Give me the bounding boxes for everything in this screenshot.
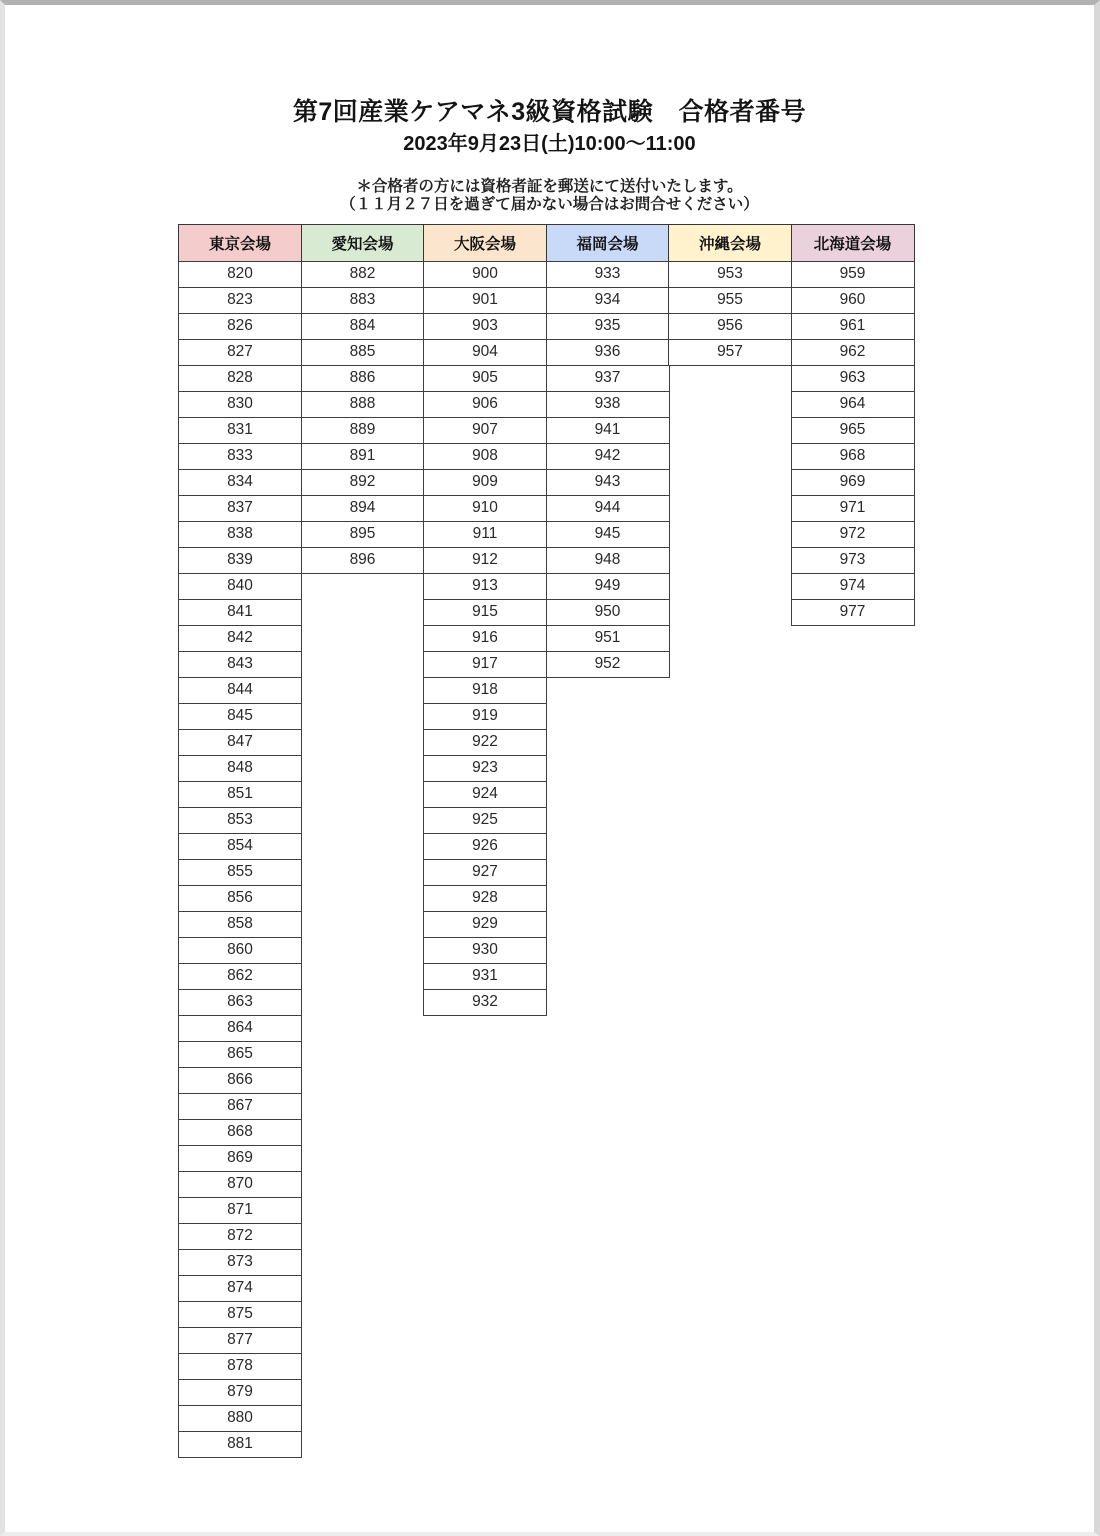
pass-number-cell: 974 xyxy=(791,573,915,601)
pass-number-cell: 971 xyxy=(791,495,915,523)
pass-number-cell: 963 xyxy=(791,365,915,393)
pass-number-cell: 977 xyxy=(791,599,915,627)
pass-number-cell: 962 xyxy=(791,339,915,367)
pass-number-cell: 968 xyxy=(791,443,915,471)
pass-number-cell: 937 xyxy=(546,365,670,393)
pass-number-cell: 895 xyxy=(301,521,425,549)
venue-column-okinawa xyxy=(668,224,792,366)
pass-number-cell: 833 xyxy=(178,443,302,471)
mailing-note xyxy=(5,178,1094,214)
pass-number-cell: 838 xyxy=(178,521,302,549)
pass-number-cell: 964 xyxy=(791,391,915,419)
pass-number-cell: 936 xyxy=(546,339,670,367)
pass-number-cell: 907 xyxy=(423,417,547,445)
pass-number-cell: 896 xyxy=(301,547,425,575)
pass-number-cell: 827 xyxy=(178,339,302,367)
pass-number-cell: 906 xyxy=(423,391,547,419)
pass-number-cell: 942 xyxy=(546,443,670,471)
pass-number-cell: 844 xyxy=(178,677,302,705)
pass-number-cell: 841 xyxy=(178,599,302,627)
venue-header-hokkaido: 北海道会場 xyxy=(791,224,915,262)
pass-number-cell: 931 xyxy=(423,963,547,991)
pass-number-cell: 889 xyxy=(301,417,425,445)
pass-number-cell: 949 xyxy=(546,573,670,601)
pass-number-cell: 933 xyxy=(546,261,670,289)
pass-number-cell: 913 xyxy=(423,573,547,601)
pass-number-cell: 848 xyxy=(178,755,302,783)
pass-number-cell: 877 xyxy=(178,1327,302,1355)
venue-column-fukuoka xyxy=(546,224,670,678)
pass-number-cell: 919 xyxy=(423,703,547,731)
pass-number-cell: 875 xyxy=(178,1301,302,1329)
pass-number-cell: 973 xyxy=(791,547,915,575)
pass-number-cell: 953 xyxy=(668,261,792,289)
pass-number-cell: 955 xyxy=(668,287,792,315)
pass-number-cell: 916 xyxy=(423,625,547,653)
pass-number-cell: 911 xyxy=(423,521,547,549)
venue-header-okinawa: 沖縄会場 xyxy=(668,224,792,262)
pass-number-cell: 930 xyxy=(423,937,547,965)
pass-number-cell: 873 xyxy=(178,1249,302,1277)
pass-number-cell: 839 xyxy=(178,547,302,575)
pass-number-cell: 823 xyxy=(178,287,302,315)
venue-column-aichi xyxy=(301,224,425,574)
pass-number-cell: 884 xyxy=(301,313,425,341)
pass-number-cell: 866 xyxy=(178,1067,302,1095)
pass-number-cell: 878 xyxy=(178,1353,302,1381)
pass-number-cell: 900 xyxy=(423,261,547,289)
pass-number-cell: 881 xyxy=(178,1431,302,1459)
pass-number-cell: 925 xyxy=(423,807,547,835)
pass-number-cell: 828 xyxy=(178,365,302,393)
pass-number-cell: 935 xyxy=(546,313,670,341)
pass-number-cell: 956 xyxy=(668,313,792,341)
pass-number-cell: 879 xyxy=(178,1379,302,1407)
venue-header-fukuoka: 福岡会場 xyxy=(546,224,670,262)
pass-number-cell: 826 xyxy=(178,313,302,341)
pass-number-cell: 845 xyxy=(178,703,302,731)
pass-number-cell: 882 xyxy=(301,261,425,289)
pass-number-cell: 862 xyxy=(178,963,302,991)
pass-number-cell: 891 xyxy=(301,443,425,471)
venue-header-aichi: 愛知会場 xyxy=(301,224,425,262)
exam-datetime: 2023年9月23日(土)10:00～11:00 xyxy=(403,133,696,155)
pass-number-cell: 870 xyxy=(178,1171,302,1199)
venue-column-hokkaido xyxy=(791,224,915,626)
pass-number-cell: 952 xyxy=(546,651,670,679)
pass-number-cell: 847 xyxy=(178,729,302,757)
pass-number-cell: 869 xyxy=(178,1145,302,1173)
pass-number-cell: 965 xyxy=(791,417,915,445)
pass-number-cell: 950 xyxy=(546,599,670,627)
pass-number-cell: 858 xyxy=(178,911,302,939)
pass-number-cell: 863 xyxy=(178,989,302,1017)
pass-number-cell: 885 xyxy=(301,339,425,367)
pass-number-cell: 959 xyxy=(791,261,915,289)
pass-number-cell: 960 xyxy=(791,287,915,315)
pass-number-cell: 843 xyxy=(178,651,302,679)
pass-number-cell: 941 xyxy=(546,417,670,445)
pass-number-cell: 840 xyxy=(178,573,302,601)
pass-number-cell: 928 xyxy=(423,885,547,913)
pass-number-cell: 867 xyxy=(178,1093,302,1121)
pass-number-cell: 961 xyxy=(791,313,915,341)
pass-number-cell: 944 xyxy=(546,495,670,523)
pass-number-table xyxy=(178,224,1094,1458)
pass-number-cell: 943 xyxy=(546,469,670,497)
pass-number-cell: 892 xyxy=(301,469,425,497)
pass-number-cell: 903 xyxy=(423,313,547,341)
venue-header-osaka: 大阪会場 xyxy=(423,224,547,262)
pass-number-cell: 888 xyxy=(301,391,425,419)
pass-number-cell: 948 xyxy=(546,547,670,575)
pass-number-cell: 854 xyxy=(178,833,302,861)
pass-number-cell: 905 xyxy=(423,365,547,393)
pass-number-cell: 856 xyxy=(178,885,302,913)
pass-number-cell: 901 xyxy=(423,287,547,315)
pass-number-cell: 934 xyxy=(546,287,670,315)
pass-number-cell: 874 xyxy=(178,1275,302,1303)
pass-number-cell: 868 xyxy=(178,1119,302,1147)
venue-header-tokyo: 東京会場 xyxy=(178,224,302,262)
pass-number-cell: 917 xyxy=(423,651,547,679)
pass-number-cell: 924 xyxy=(423,781,547,809)
pass-number-cell: 883 xyxy=(301,287,425,315)
pass-number-cell: 910 xyxy=(423,495,547,523)
pass-number-cell: 922 xyxy=(423,729,547,757)
pass-number-cell: 908 xyxy=(423,443,547,471)
pass-number-cell: 938 xyxy=(546,391,670,419)
mailing-note-line2: （１１月２７日を過ぎて届かない場合はお問合せください） xyxy=(340,196,759,213)
pass-number-cell: 926 xyxy=(423,833,547,861)
pass-number-cell: 855 xyxy=(178,859,302,887)
pass-number-cell: 864 xyxy=(178,1015,302,1043)
pass-number-cell: 894 xyxy=(301,495,425,523)
venue-column-osaka xyxy=(423,224,547,1016)
pass-number-cell: 932 xyxy=(423,989,547,1017)
pass-number-cell: 871 xyxy=(178,1197,302,1225)
pass-number-cell: 951 xyxy=(546,625,670,653)
pass-number-cell: 927 xyxy=(423,859,547,887)
mailing-note-line1: ＊合格者の方には資格者証を郵送にて送付いたします。 xyxy=(356,178,743,195)
pass-number-cell: 912 xyxy=(423,547,547,575)
pass-number-cell: 880 xyxy=(178,1405,302,1433)
pass-number-cell: 915 xyxy=(423,599,547,627)
pass-number-cell: 865 xyxy=(178,1041,302,1069)
pass-number-cell: 834 xyxy=(178,469,302,497)
pass-number-cell: 972 xyxy=(791,521,915,549)
pass-number-cell: 969 xyxy=(791,469,915,497)
pass-number-cell: 820 xyxy=(178,261,302,289)
pass-number-cell: 837 xyxy=(178,495,302,523)
pass-number-cell: 831 xyxy=(178,417,302,445)
page-title: 第7回産業ケアマネ3級資格試験 合格者番号 xyxy=(292,98,807,126)
pass-number-cell: 842 xyxy=(178,625,302,653)
pass-number-cell: 923 xyxy=(423,755,547,783)
pass-number-cell: 918 xyxy=(423,677,547,705)
pass-number-cell: 909 xyxy=(423,469,547,497)
pass-number-cell: 945 xyxy=(546,521,670,549)
pass-number-cell: 851 xyxy=(178,781,302,809)
pass-number-cell: 830 xyxy=(178,391,302,419)
venue-column-tokyo xyxy=(178,224,302,1458)
pass-number-cell: 860 xyxy=(178,937,302,965)
pass-number-cell: 853 xyxy=(178,807,302,835)
pass-number-cell: 904 xyxy=(423,339,547,367)
pass-number-cell: 886 xyxy=(301,365,425,393)
pass-number-cell: 957 xyxy=(668,339,792,367)
pass-number-cell: 929 xyxy=(423,911,547,939)
pass-number-cell: 872 xyxy=(178,1223,302,1251)
